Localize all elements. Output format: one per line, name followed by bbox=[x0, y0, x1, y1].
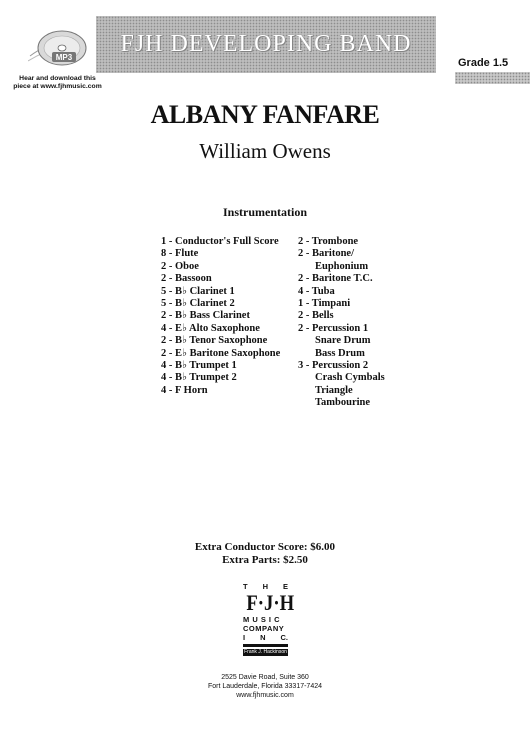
instrument-subitem: Tambourine bbox=[315, 397, 371, 409]
publisher-address bbox=[0, 673, 530, 700]
grade-level: Grade 1.5 bbox=[458, 57, 509, 69]
instrument-item: 5 - B♭ Clarinet 2 bbox=[161, 298, 235, 310]
instrument-item: 1 - Timpani bbox=[298, 298, 351, 310]
publisher-logo-fjh: F·J·H bbox=[246, 590, 295, 615]
publisher-logo-company: COMPANY bbox=[243, 624, 285, 633]
series-banner bbox=[96, 16, 436, 73]
download-note-line: piece at www.fjhmusic.com bbox=[13, 83, 102, 90]
price-block bbox=[0, 541, 530, 566]
piece-title: ALBANY FANFARE bbox=[150, 100, 380, 129]
logo-letter: N bbox=[260, 633, 266, 642]
instrument-item: 1 - Conductor's Full Score bbox=[161, 236, 279, 247]
mp3-cd-logo bbox=[28, 26, 98, 72]
instrument-item: 2 - Percussion 1 bbox=[298, 322, 369, 334]
composer-name: William Owens bbox=[199, 139, 331, 163]
instrument-item: 2 - Oboe bbox=[161, 260, 199, 272]
logo-letter: T bbox=[243, 582, 248, 591]
publisher-website: www.fjhmusic.com bbox=[236, 692, 294, 699]
instrument-item: 4 - B♭ Trumpet 1 bbox=[161, 360, 237, 372]
cd-disc-icon bbox=[28, 26, 98, 72]
publisher-logo-rule bbox=[243, 644, 288, 647]
instrument-item: 2 - E♭ Baritone Saxophone bbox=[161, 347, 281, 359]
series-name: FJH DEVELOPING BAND bbox=[120, 31, 412, 57]
grade-bar bbox=[455, 72, 530, 84]
logo-letter: I bbox=[243, 633, 246, 642]
instrument-subitem: Crash Cymbals bbox=[315, 372, 385, 384]
address-line: 2525 Davie Road, Suite 360 bbox=[221, 674, 309, 681]
publisher-logo-inc bbox=[243, 633, 288, 642]
instrument-subitem: Snare Drum bbox=[315, 335, 371, 347]
instrument-item: 2 - Bells bbox=[298, 310, 334, 322]
conductor-score-price: Extra Conductor Score: $6.00 bbox=[194, 541, 336, 553]
instrument-item: 5 - B♭ Clarinet 1 bbox=[161, 285, 235, 297]
instrument-item: 8 - Flute bbox=[161, 248, 199, 260]
logo-letter: H bbox=[262, 582, 268, 591]
instrument-item: 2 - B♭ Bass Clarinet bbox=[161, 310, 250, 322]
instrumentation-heading: Instrumentation bbox=[222, 205, 307, 219]
address-line: Fort Lauderdale, Florida 33317-7424 bbox=[207, 683, 323, 690]
instrument-item: 2 - Baritone T.C. bbox=[298, 273, 373, 285]
instrument-subitem: Euphonium bbox=[315, 260, 369, 272]
instrument-item: 4 - Tuba bbox=[298, 285, 335, 297]
instrumentation-list-left bbox=[161, 236, 280, 397]
instrument-item: 2 - Bassoon bbox=[161, 273, 212, 285]
download-note-line: Hear and download this bbox=[19, 75, 96, 82]
logo-letter: E bbox=[282, 582, 288, 591]
instrument-item: 4 - E♭ Alto Saxophone bbox=[161, 322, 260, 334]
instrument-item: 2 - Baritone/ bbox=[298, 248, 354, 260]
extra-parts-price: Extra Parts: $2.50 bbox=[222, 553, 308, 566]
instrument-subitem: Bass Drum bbox=[315, 347, 365, 359]
instrument-item: 4 - F Horn bbox=[161, 384, 208, 396]
publisher-logo-music: M U S I C bbox=[243, 615, 281, 624]
instrument-item: 2 - Trombone bbox=[298, 236, 359, 247]
instrument-item: 2 - B♭ Tenor Saxophone bbox=[161, 335, 268, 347]
publisher-logo bbox=[243, 582, 295, 656]
cd-logo-label: MP3 bbox=[55, 53, 73, 62]
publisher-founder-name: Frank J. Hackinson bbox=[244, 649, 287, 655]
instrument-item: 3 - Percussion 2 bbox=[298, 360, 369, 372]
instrumentation-list-right bbox=[298, 236, 385, 410]
download-note bbox=[0, 75, 115, 91]
instrument-subitem: Triangle bbox=[315, 384, 353, 396]
logo-letter: C. bbox=[280, 633, 288, 642]
instrument-item: 4 - B♭ Trumpet 2 bbox=[161, 372, 237, 384]
